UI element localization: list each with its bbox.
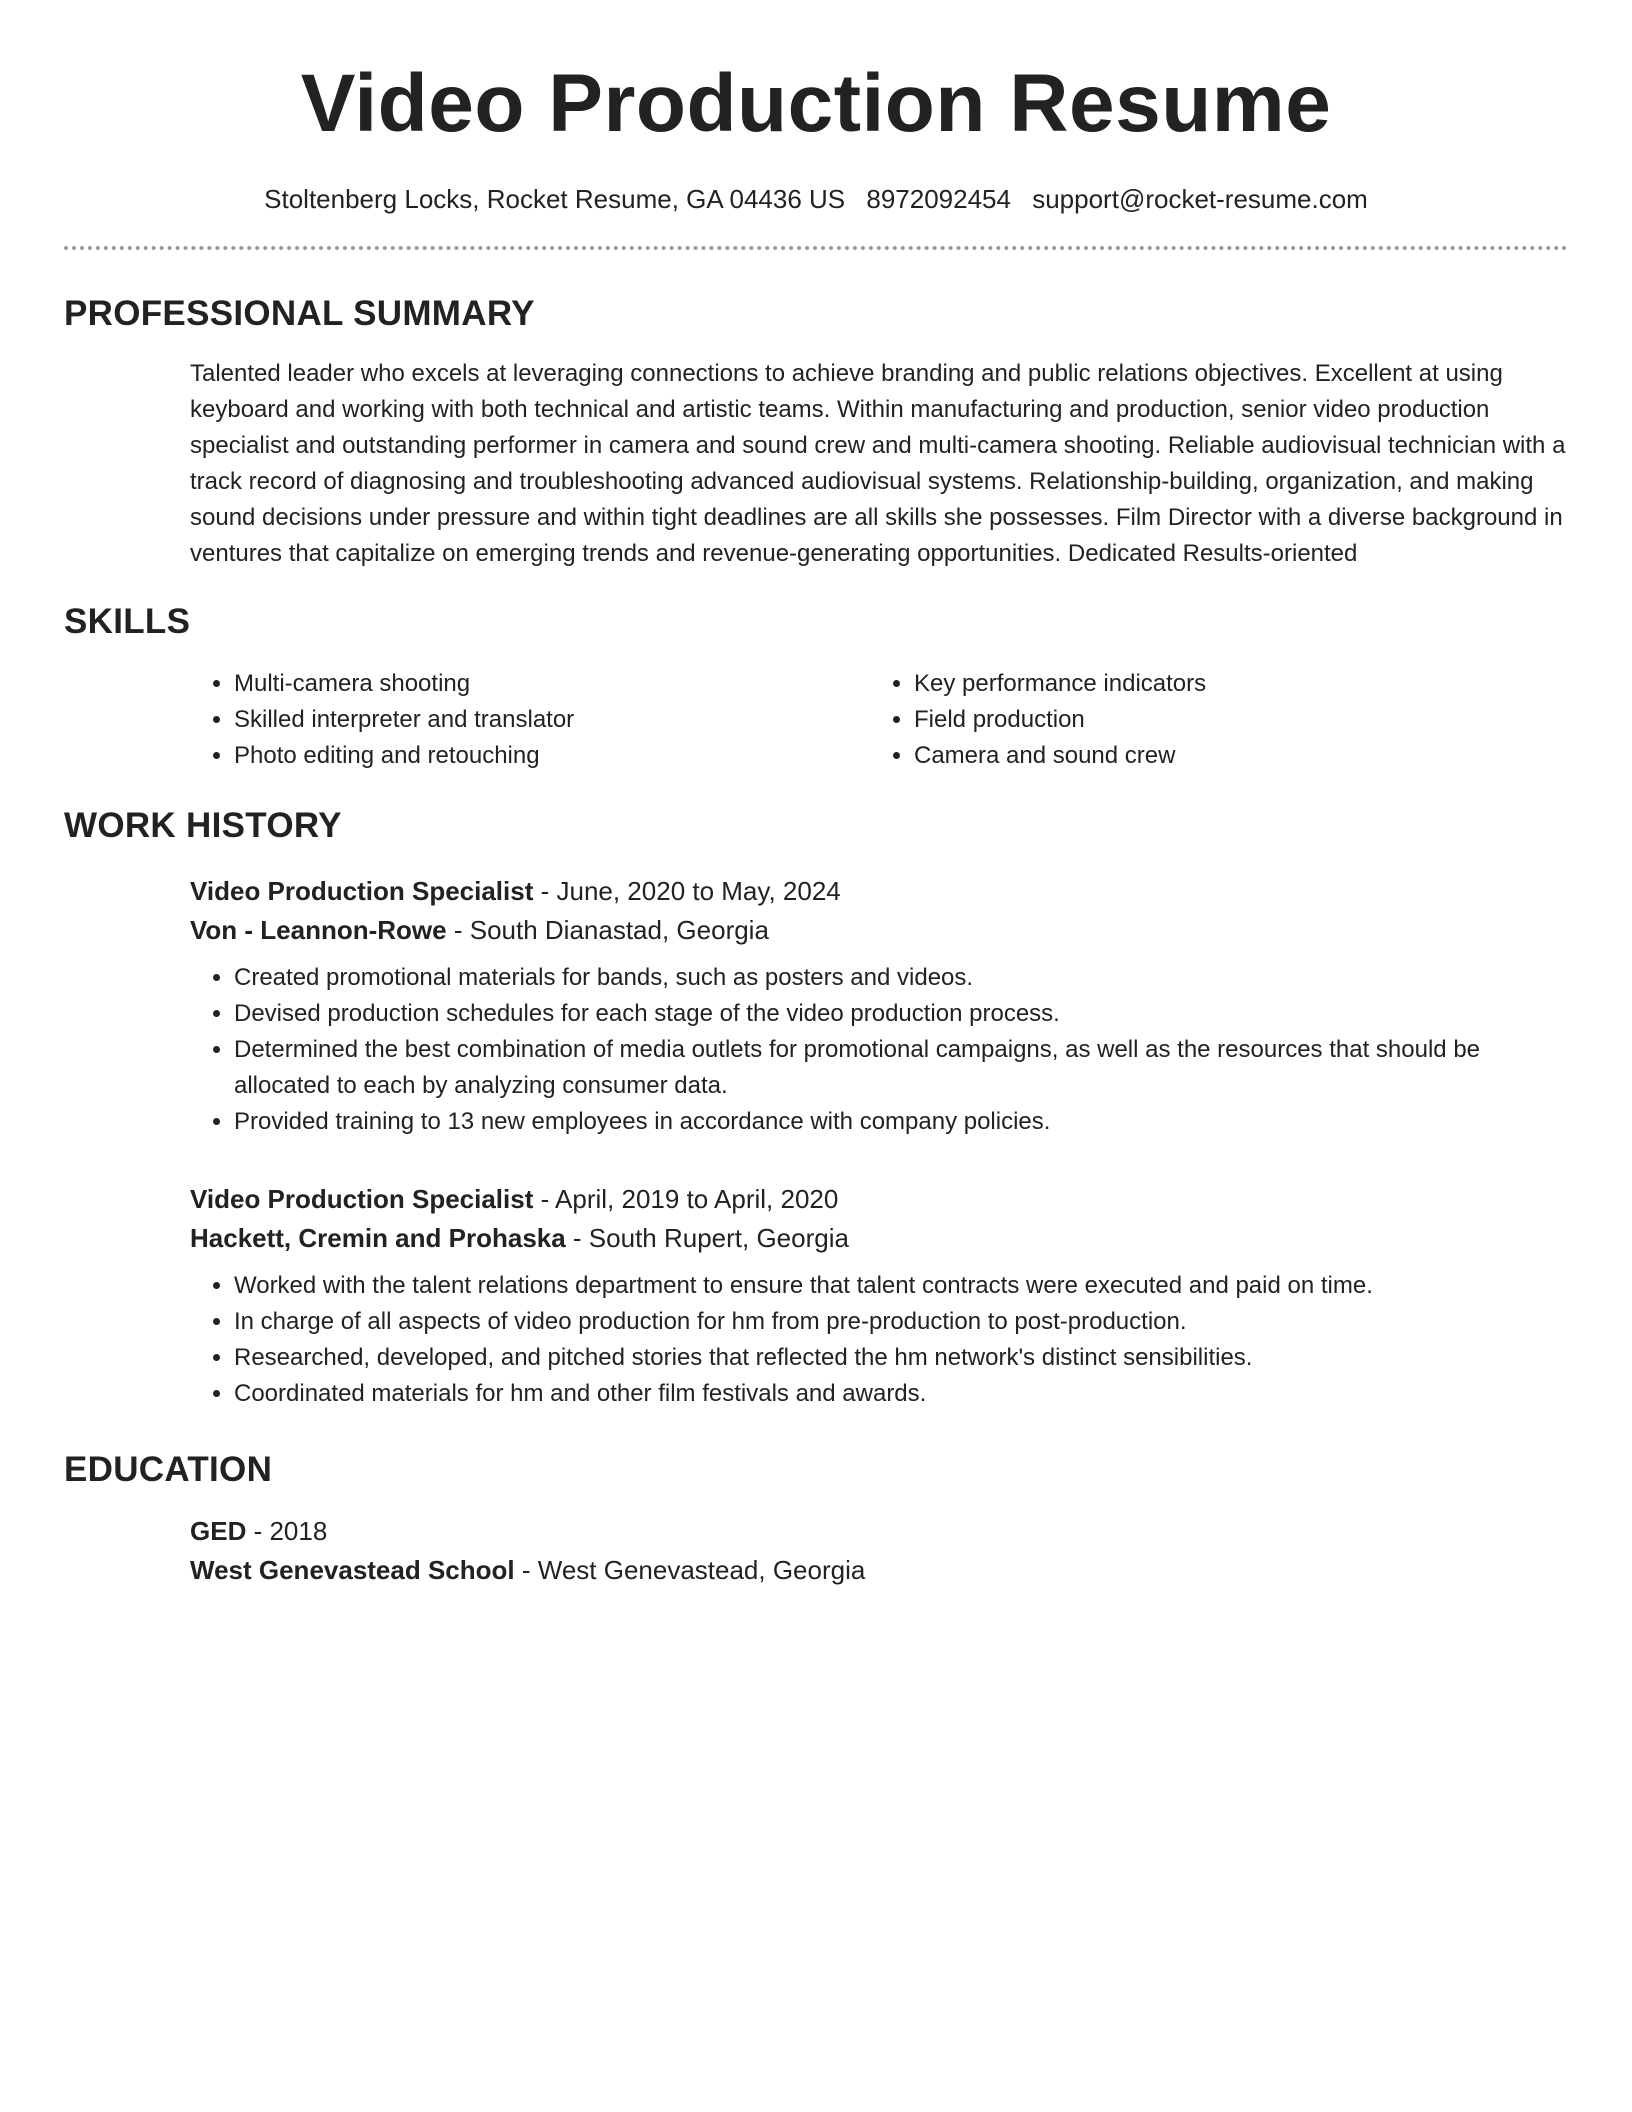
resume-title: Video Production Resume	[300, 58, 1332, 149]
job-bullets	[190, 960, 1568, 1140]
job-bullet: • Coordinated materials for hm and other film festivals and awards.	[234, 1376, 1568, 1412]
job-bullet: • Determined the best combination of media outlets for promotional campaigns, as well as the resources that should be allocated to each by analyzing consumer data.	[234, 1032, 1568, 1104]
skills-column-right	[870, 666, 1568, 774]
skill-item: • Skilled interpreter and translator	[234, 702, 870, 738]
skill-item: • Multi-camera shooting	[234, 666, 870, 702]
job-company: Von - Leannon-Rowe	[190, 915, 447, 945]
education-year: - 2018	[246, 1516, 328, 1546]
job-bullet: • Devised production schedules for each stage of the video production process.	[234, 996, 1568, 1032]
work-history-heading: WORK HISTORY	[64, 806, 342, 845]
education-heading: EDUCATION	[64, 1450, 273, 1489]
job-bullet: • Researched, developed, and pitched stories that reflected the hm network's distinct sensibilities.	[234, 1340, 1568, 1376]
job-dates: - April, 2019 to April, 2020	[533, 1184, 839, 1214]
job-bullet: • In charge of all aspects of video production for hm from pre-production to post-production.	[234, 1304, 1568, 1340]
skills-heading: SKILLS	[64, 602, 191, 641]
job-entry	[190, 1180, 1568, 1412]
skill-item: • Photo editing and retouching	[234, 738, 870, 774]
education-entry	[190, 1512, 1568, 1590]
job-bullets	[190, 1268, 1568, 1412]
skills-list	[190, 666, 1568, 774]
education-degree: GED	[190, 1516, 247, 1546]
job-role-line	[190, 1180, 1568, 1219]
job-company-line	[190, 911, 1568, 950]
skill-item: • Field production	[914, 702, 1568, 738]
job-role: Video Production Specialist	[190, 1184, 534, 1214]
contact-address: Stoltenberg Locks, Rocket Resume, GA 04436 US	[264, 184, 846, 214]
job-bullet: • Created promotional materials for bands, such as posters and videos.	[234, 960, 1568, 996]
contact-email: support@rocket-resume.com	[1032, 184, 1368, 214]
job-role: Video Production Specialist	[190, 876, 534, 906]
job-location: - South Rupert, Georgia	[565, 1223, 849, 1253]
job-company: Hackett, Cremin and Prohaska	[190, 1223, 566, 1253]
skill-item: • Camera and sound crew	[914, 738, 1568, 774]
skills-column-left	[190, 666, 870, 774]
job-dates: - June, 2020 to May, 2024	[533, 876, 841, 906]
contact-line	[64, 182, 1568, 216]
education-school-line	[190, 1551, 1568, 1590]
job-company-line	[190, 1219, 1568, 1258]
skill-item: • Key performance indicators	[914, 666, 1568, 702]
header-divider	[64, 246, 1568, 250]
job-location: - South Dianastad, Georgia	[446, 915, 769, 945]
education-degree-line	[190, 1512, 1568, 1551]
job-bullet: • Worked with the talent relations department to ensure that talent contracts were executed and paid on time.	[234, 1268, 1568, 1304]
contact-phone: 8972092454	[866, 184, 1011, 214]
job-role-line	[190, 872, 1568, 911]
education-school: West Genevastead School	[190, 1555, 515, 1585]
summary-heading: PROFESSIONAL SUMMARY	[64, 294, 535, 333]
job-entry	[190, 872, 1568, 1140]
summary-text: Talented leader who excels at leveraging connections to achieve branding and public relations objectives. Excellent at using keyboard and working with both technical and artistic teams. Within manufacturing and production, senior video production specialist and outstanding performer in camera and sound crew and multi-camera shooting. Reliable audiovisual technician with a track record of diagnosing and troubleshooting advanced audiovisual systems. Relationship-building, organization, and making sound decisions under pressure and within tight deadlines are all skills she possesses. Film Director with a diverse background in ventures that capitalize on emerging trends and revenue-generating opportunities. Dedicated Results-oriented	[190, 360, 1566, 567]
job-bullet: • Provided training to 13 new employees in accordance with company policies.	[234, 1104, 1568, 1140]
education-location: - West Genevastead, Georgia	[514, 1555, 866, 1585]
